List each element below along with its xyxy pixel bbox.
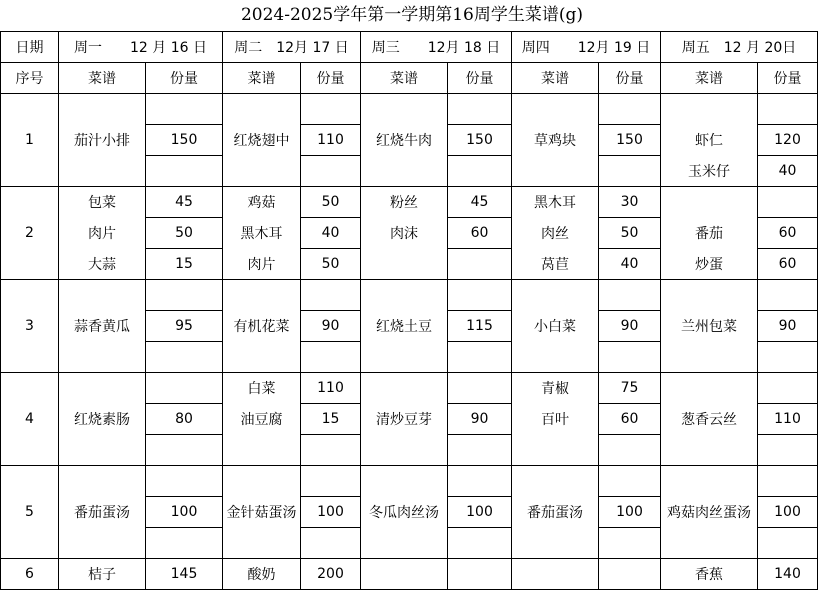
qty-cell-mon — [146, 342, 223, 373]
dish-cell-tue: 油豆腐 — [223, 404, 301, 435]
qty-cell-fri: 110 — [758, 404, 818, 435]
qty-cell-thu: 90 — [599, 311, 661, 342]
dish-cell-wed: 冬瓜肉丝汤 — [361, 497, 448, 528]
dish-cell-wed: 粉丝 — [361, 187, 448, 218]
qty-cell-mon: 50 — [146, 218, 223, 249]
qty-cell-mon — [146, 156, 223, 187]
qty-cell-thu: 50 — [599, 218, 661, 249]
qty-cell-mon — [146, 94, 223, 125]
dish-cell-tue — [223, 528, 301, 559]
qty-cell-fri: 90 — [758, 311, 818, 342]
qty-cell-fri — [758, 466, 818, 497]
qty-cell-fri — [758, 280, 818, 311]
dish-cell-mon — [59, 94, 146, 125]
qty-cell-wed: 100 — [448, 497, 512, 528]
qty-cell-fri — [758, 94, 818, 125]
dish-label: 菜谱 — [223, 63, 301, 94]
table-row — [1, 125, 818, 156]
dish-cell-tue — [223, 280, 301, 311]
qty-cell-wed — [448, 280, 512, 311]
date-label: 日期 — [1, 32, 59, 63]
dish-cell-thu: 肉丝 — [512, 218, 599, 249]
qty-cell-tue: 110 — [301, 373, 361, 404]
qty-cell-wed: 60 — [448, 218, 512, 249]
qty-cell-tue — [301, 466, 361, 497]
dish-cell-fri: 番茄 — [661, 218, 758, 249]
qty-cell-tue — [301, 280, 361, 311]
qty-cell-mon: 145 — [146, 559, 223, 590]
qty-cell-tue — [301, 342, 361, 373]
dish-cell-thu: 黑木耳 — [512, 187, 599, 218]
qty-cell-fri: 40 — [758, 156, 818, 187]
dish-cell-mon: 桔子 — [59, 559, 146, 590]
qty-cell-wed — [448, 249, 512, 280]
dish-cell-mon — [59, 435, 146, 466]
qty-cell-thu: 40 — [599, 249, 661, 280]
qty-cell-mon: 95 — [146, 311, 223, 342]
dish-cell-wed: 红烧牛肉 — [361, 125, 448, 156]
table-row — [1, 559, 818, 590]
qty-label: 份量 — [146, 63, 223, 94]
dish-cell-fri — [661, 280, 758, 311]
qty-cell-thu: 100 — [599, 497, 661, 528]
qty-cell-tue — [301, 94, 361, 125]
table-row — [1, 497, 818, 528]
dish-cell-mon: 红烧素肠 — [59, 404, 146, 435]
dish-label: 菜谱 — [512, 63, 599, 94]
qty-cell-mon — [146, 528, 223, 559]
dish-cell-thu: 青椒 — [512, 373, 599, 404]
seq-cell: 3 — [1, 280, 59, 373]
qty-label: 份量 — [599, 63, 661, 94]
qty-cell-thu — [599, 156, 661, 187]
dish-cell-fri — [661, 373, 758, 404]
header-row-columns — [1, 63, 818, 94]
dish-cell-wed: 红烧土豆 — [361, 311, 448, 342]
dish-cell-wed — [361, 342, 448, 373]
qty-cell-thu — [599, 94, 661, 125]
seq-cell: 6 — [1, 559, 59, 590]
table-row — [1, 280, 818, 311]
dish-cell-mon: 包菜 — [59, 187, 146, 218]
dish-cell-tue: 金针菇蛋汤 — [223, 497, 301, 528]
dish-cell-thu: 番茄蛋汤 — [512, 497, 599, 528]
dish-cell-tue — [223, 342, 301, 373]
dish-cell-fri: 虾仁 — [661, 125, 758, 156]
dish-cell-wed — [361, 156, 448, 187]
qty-cell-wed — [448, 528, 512, 559]
qty-label: 份量 — [301, 63, 361, 94]
qty-cell-wed: 45 — [448, 187, 512, 218]
table-row — [1, 311, 818, 342]
dish-cell-thu — [512, 466, 599, 497]
dish-cell-thu: 莴苣 — [512, 249, 599, 280]
qty-cell-thu — [599, 435, 661, 466]
page-title: 2024-2025学年第一学期第16周学生菜谱(g) — [240, 5, 584, 25]
menu-table — [0, 31, 818, 590]
qty-cell-mon — [146, 466, 223, 497]
qty-cell-tue: 100 — [301, 497, 361, 528]
qty-cell-thu — [599, 466, 661, 497]
qty-cell-mon: 45 — [146, 187, 223, 218]
dish-cell-thu: 小白菜 — [512, 311, 599, 342]
dish-cell-tue — [223, 156, 301, 187]
qty-cell-thu: 75 — [599, 373, 661, 404]
dish-cell-thu — [512, 280, 599, 311]
dish-cell-wed: 清炒豆芽 — [361, 404, 448, 435]
dish-cell-fri: 葱香云丝 — [661, 404, 758, 435]
qty-cell-thu: 150 — [599, 125, 661, 156]
dish-cell-thu — [512, 559, 599, 590]
qty-cell-mon — [146, 435, 223, 466]
qty-cell-tue: 50 — [301, 187, 361, 218]
qty-label: 份量 — [448, 63, 512, 94]
dish-label: 菜谱 — [361, 63, 448, 94]
dish-cell-fri: 鸡菇肉丝蛋汤 — [661, 497, 758, 528]
table-row — [1, 156, 818, 187]
dish-cell-mon: 番茄蛋汤 — [59, 497, 146, 528]
dish-cell-thu: 百叶 — [512, 404, 599, 435]
dish-cell-tue: 黑木耳 — [223, 218, 301, 249]
day-header-thu: 周四 12月 19 日 — [512, 32, 661, 63]
dish-cell-fri — [661, 435, 758, 466]
table-row — [1, 94, 818, 125]
qty-cell-tue: 50 — [301, 249, 361, 280]
dish-cell-wed: 肉沫 — [361, 218, 448, 249]
qty-cell-mon: 15 — [146, 249, 223, 280]
table-row — [1, 528, 818, 559]
qty-cell-fri — [758, 187, 818, 218]
qty-cell-tue — [301, 435, 361, 466]
qty-cell-wed — [448, 342, 512, 373]
dish-cell-wed — [361, 280, 448, 311]
qty-cell-wed — [448, 94, 512, 125]
dish-cell-thu — [512, 156, 599, 187]
dish-cell-tue: 有机花菜 — [223, 311, 301, 342]
qty-cell-wed: 90 — [448, 404, 512, 435]
qty-cell-wed — [448, 373, 512, 404]
qty-cell-fri: 60 — [758, 218, 818, 249]
dish-cell-fri — [661, 466, 758, 497]
day-header-tue: 周二 12月 17 日 — [223, 32, 361, 63]
seq-label: 序号 — [1, 63, 59, 94]
qty-cell-fri — [758, 373, 818, 404]
table-row — [1, 249, 818, 280]
dish-cell-wed — [361, 466, 448, 497]
qty-cell-wed: 150 — [448, 125, 512, 156]
dish-cell-mon — [59, 280, 146, 311]
dish-cell-mon — [59, 466, 146, 497]
qty-cell-thu — [599, 280, 661, 311]
dish-cell-thu: 草鸡块 — [512, 125, 599, 156]
qty-cell-tue: 200 — [301, 559, 361, 590]
dish-cell-mon: 蒜香黄瓜 — [59, 311, 146, 342]
dish-cell-tue: 红烧翅中 — [223, 125, 301, 156]
dish-cell-fri — [661, 528, 758, 559]
dish-cell-thu — [512, 342, 599, 373]
dish-cell-fri — [661, 187, 758, 218]
dish-cell-tue: 白菜 — [223, 373, 301, 404]
dish-cell-fri: 香蕉 — [661, 559, 758, 590]
qty-cell-wed — [448, 156, 512, 187]
dish-cell-wed — [361, 249, 448, 280]
dish-cell-wed — [361, 559, 448, 590]
day-header-fri: 周五 12 月 20日 — [661, 32, 818, 63]
dish-cell-tue — [223, 94, 301, 125]
qty-cell-wed — [448, 466, 512, 497]
dish-cell-thu — [512, 435, 599, 466]
qty-cell-thu: 30 — [599, 187, 661, 218]
qty-cell-thu — [599, 559, 661, 590]
dish-cell-mon — [59, 373, 146, 404]
qty-cell-tue: 15 — [301, 404, 361, 435]
qty-cell-tue: 110 — [301, 125, 361, 156]
qty-cell-mon: 80 — [146, 404, 223, 435]
dish-cell-tue: 肉片 — [223, 249, 301, 280]
dish-cell-wed — [361, 373, 448, 404]
qty-cell-tue: 40 — [301, 218, 361, 249]
dish-cell-wed — [361, 528, 448, 559]
qty-cell-thu: 60 — [599, 404, 661, 435]
qty-cell-fri: 120 — [758, 125, 818, 156]
qty-cell-wed — [448, 435, 512, 466]
qty-label: 份量 — [758, 63, 818, 94]
dish-cell-fri — [661, 342, 758, 373]
dish-cell-mon: 大蒜 — [59, 249, 146, 280]
dish-label: 菜谱 — [59, 63, 146, 94]
qty-cell-thu — [599, 342, 661, 373]
day-header-mon: 周一 12 月 16 日 — [59, 32, 223, 63]
dish-cell-thu — [512, 94, 599, 125]
qty-cell-mon: 100 — [146, 497, 223, 528]
seq-cell: 5 — [1, 466, 59, 559]
dish-cell-mon — [59, 342, 146, 373]
dish-cell-tue — [223, 466, 301, 497]
qty-cell-fri — [758, 528, 818, 559]
table-row — [1, 435, 818, 466]
table-row — [1, 187, 818, 218]
qty-cell-mon: 150 — [146, 125, 223, 156]
dish-cell-tue: 鸡菇 — [223, 187, 301, 218]
table-row — [1, 404, 818, 435]
dish-cell-fri: 炒蛋 — [661, 249, 758, 280]
table-row — [1, 373, 818, 404]
qty-cell-fri — [758, 342, 818, 373]
dish-cell-tue — [223, 435, 301, 466]
dish-cell-tue: 酸奶 — [223, 559, 301, 590]
seq-cell: 1 — [1, 94, 59, 187]
seq-cell: 2 — [1, 187, 59, 280]
qty-cell-thu — [599, 528, 661, 559]
dish-cell-mon — [59, 528, 146, 559]
dish-cell-wed — [361, 435, 448, 466]
qty-cell-fri — [758, 435, 818, 466]
dish-cell-wed — [361, 94, 448, 125]
qty-cell-wed: 115 — [448, 311, 512, 342]
dish-cell-thu — [512, 528, 599, 559]
dish-cell-fri — [661, 94, 758, 125]
qty-cell-fri: 100 — [758, 497, 818, 528]
header-row-dates — [1, 32, 818, 63]
table-row — [1, 218, 818, 249]
seq-cell: 4 — [1, 373, 59, 466]
table-row — [1, 466, 818, 497]
dish-cell-mon: 茄汁小排 — [59, 125, 146, 156]
qty-cell-tue — [301, 156, 361, 187]
dish-label: 菜谱 — [661, 63, 758, 94]
dish-cell-mon: 肉片 — [59, 218, 146, 249]
day-header-wed: 周三 12月 18 日 — [361, 32, 512, 63]
qty-cell-tue: 90 — [301, 311, 361, 342]
dish-cell-fri: 兰州包菜 — [661, 311, 758, 342]
dish-cell-fri: 玉米仔 — [661, 156, 758, 187]
qty-cell-mon — [146, 373, 223, 404]
qty-cell-mon — [146, 280, 223, 311]
qty-cell-fri: 60 — [758, 249, 818, 280]
table-row — [1, 342, 818, 373]
qty-cell-wed — [448, 559, 512, 590]
dish-cell-mon — [59, 156, 146, 187]
qty-cell-tue — [301, 528, 361, 559]
qty-cell-fri: 140 — [758, 559, 818, 590]
